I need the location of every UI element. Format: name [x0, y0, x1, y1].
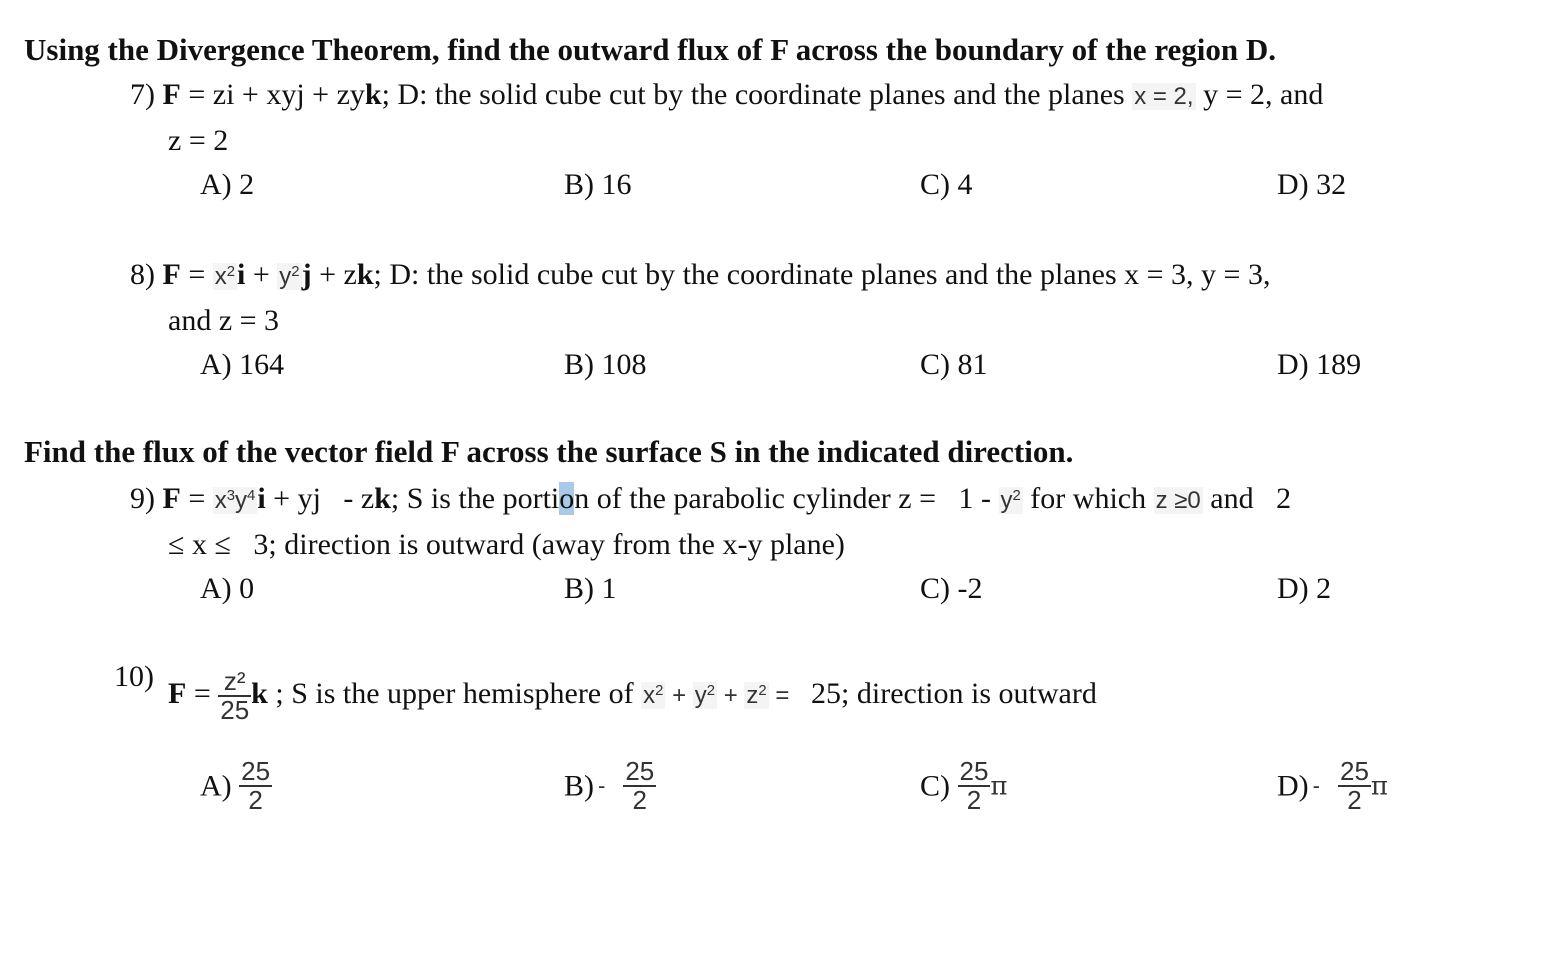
problem-9-line2: ≤ x ≤ 3; direction is outward (away from the x-y plane)	[168, 528, 845, 561]
field-middle: + yj - z	[265, 482, 375, 515]
choice-label: B)	[564, 769, 594, 803]
x-range-start: and 2	[1202, 482, 1292, 515]
exponent: 2	[1012, 487, 1021, 504]
problem-8-line2: and z = 3	[168, 304, 280, 337]
problem-10-choice-a	[200, 758, 272, 815]
vector-F: F	[162, 78, 181, 111]
problem-7-choice-d: D) 32	[1277, 168, 1347, 201]
sphere-radius-direction: 25; direction is outward	[796, 677, 1097, 711]
denominator: 2	[632, 785, 648, 816]
problem-10-statement	[168, 668, 1097, 725]
denominator: 2	[248, 785, 263, 816]
problem-10-choice-b	[564, 758, 656, 815]
problem-number: 7)	[130, 78, 155, 111]
numerator: 25	[625, 756, 655, 786]
fraction-z2-over-25	[218, 668, 251, 725]
var-y: y	[1000, 487, 1013, 514]
x3-y4-term	[213, 487, 258, 514]
unit-k: k	[374, 482, 391, 515]
numerator: z²	[218, 668, 251, 697]
vector-F: F	[168, 677, 187, 711]
exponent: 3	[226, 487, 236, 504]
problem-7-choice-c: C) 4	[920, 168, 973, 201]
equals: =	[768, 682, 797, 710]
numerator: 25	[959, 756, 989, 786]
z-condition: z ≥0	[1155, 487, 1201, 514]
unit-j: j	[301, 258, 312, 291]
unit-k: k	[364, 78, 382, 111]
problem-8-choice-d: D) 189	[1277, 348, 1362, 381]
var-x: x	[214, 263, 227, 290]
var-x: x	[643, 682, 656, 710]
problem-7-statement	[130, 78, 1323, 112]
problem-9-choice-c: C) -2	[920, 572, 983, 605]
numerator: 25	[1339, 756, 1369, 786]
fraction	[1338, 758, 1371, 815]
problem-number: 8)	[130, 258, 155, 291]
problem-7-choice-b: B) 16	[564, 168, 632, 201]
vector-F: F	[162, 258, 181, 291]
exponent: 2	[291, 263, 300, 280]
exponent: 4	[247, 487, 256, 504]
vector-F: F	[162, 482, 181, 515]
surface-description-cont: n of the parabolic cylinder z = 1 -	[574, 482, 999, 515]
exponent: 2	[655, 683, 664, 700]
x-squared	[213, 263, 237, 290]
problem-9-choice-d: D) 2	[1277, 572, 1332, 605]
text-cursor-highlight: o	[559, 482, 575, 515]
problem-9-choice-a: A) 0	[200, 572, 255, 605]
problem-7-choice-a: A) 2	[200, 168, 255, 201]
var-z: z	[746, 682, 759, 710]
exponent: 2	[758, 683, 767, 700]
surface-description: ; S is the porti	[390, 482, 560, 515]
pi-symbol: π	[1370, 771, 1388, 802]
fraction	[623, 758, 656, 815]
exponent: 2	[226, 263, 236, 280]
y-squared	[693, 682, 717, 709]
plus-z: + z	[311, 258, 357, 291]
denominator: 25	[220, 695, 250, 726]
minus-sign: -	[1312, 773, 1320, 799]
plane-y-eq: y = 2, and	[1195, 78, 1324, 111]
unit-i: i	[257, 482, 266, 515]
unit-i: i	[237, 258, 246, 291]
problem-8-choice-b: B) 108	[564, 348, 647, 381]
section-heading-divergence: Using the Divergence Theorem, find the outward flux of F across the boundary of the region D.	[24, 32, 1277, 67]
plane-x-eq: x = 2,	[1134, 83, 1194, 110]
pi-symbol: π	[990, 771, 1008, 802]
problem-8-choice-c: C) 81	[920, 348, 988, 381]
equals: =	[180, 258, 213, 291]
var-y: y	[694, 682, 707, 710]
numerator: 25	[241, 756, 271, 786]
equals: =	[180, 482, 213, 515]
fraction	[239, 758, 272, 815]
region-description: ; D: the solid cube cut by the coordinate planes and the planes	[381, 78, 1133, 111]
problem-number: 9)	[130, 482, 155, 515]
plus: +	[717, 682, 745, 710]
choice-label: C)	[920, 769, 950, 803]
denominator: 2	[1347, 785, 1362, 816]
unit-k: k	[356, 258, 374, 291]
surface-description: ; S is the upper hemisphere of	[267, 677, 642, 711]
field-expression: = zi + xyj + zy	[180, 78, 365, 111]
problem-8-statement	[130, 258, 1270, 292]
choice-label: D)	[1277, 769, 1309, 803]
problem-10-choice-c	[920, 758, 1008, 815]
problem-10-number: 10)	[114, 660, 154, 693]
problem-10-choice-d	[1277, 758, 1388, 815]
plus: +	[665, 682, 693, 710]
problem-7-line2: z = 2	[168, 124, 229, 157]
z-squared	[744, 682, 768, 709]
equals: =	[186, 677, 219, 711]
section-heading-flux: Find the flux of the vector field F across the surface S in the indicated direction.	[24, 434, 1074, 469]
y-squared	[277, 263, 301, 290]
fraction	[958, 758, 991, 815]
unit-k: k	[251, 677, 268, 711]
minus-sign: -	[598, 773, 606, 799]
exponent: 2	[706, 683, 716, 700]
region-description: ; D: the solid cube cut by the coordinate planes and the planes x = 3, y = 3,	[373, 258, 1271, 291]
denominator: 2	[966, 785, 982, 816]
var-y: y	[279, 263, 292, 290]
problem-9-statement	[130, 482, 1291, 516]
var-y: y	[235, 487, 248, 514]
x-squared	[641, 682, 665, 709]
y-squared	[999, 487, 1023, 514]
plus: +	[245, 258, 278, 291]
for-which: for which	[1022, 482, 1154, 515]
choice-label: A)	[200, 769, 232, 803]
problem-9-choice-b: B) 1	[564, 572, 617, 605]
problem-8-choice-a: A) 164	[200, 348, 285, 381]
var-x: x	[214, 487, 227, 514]
